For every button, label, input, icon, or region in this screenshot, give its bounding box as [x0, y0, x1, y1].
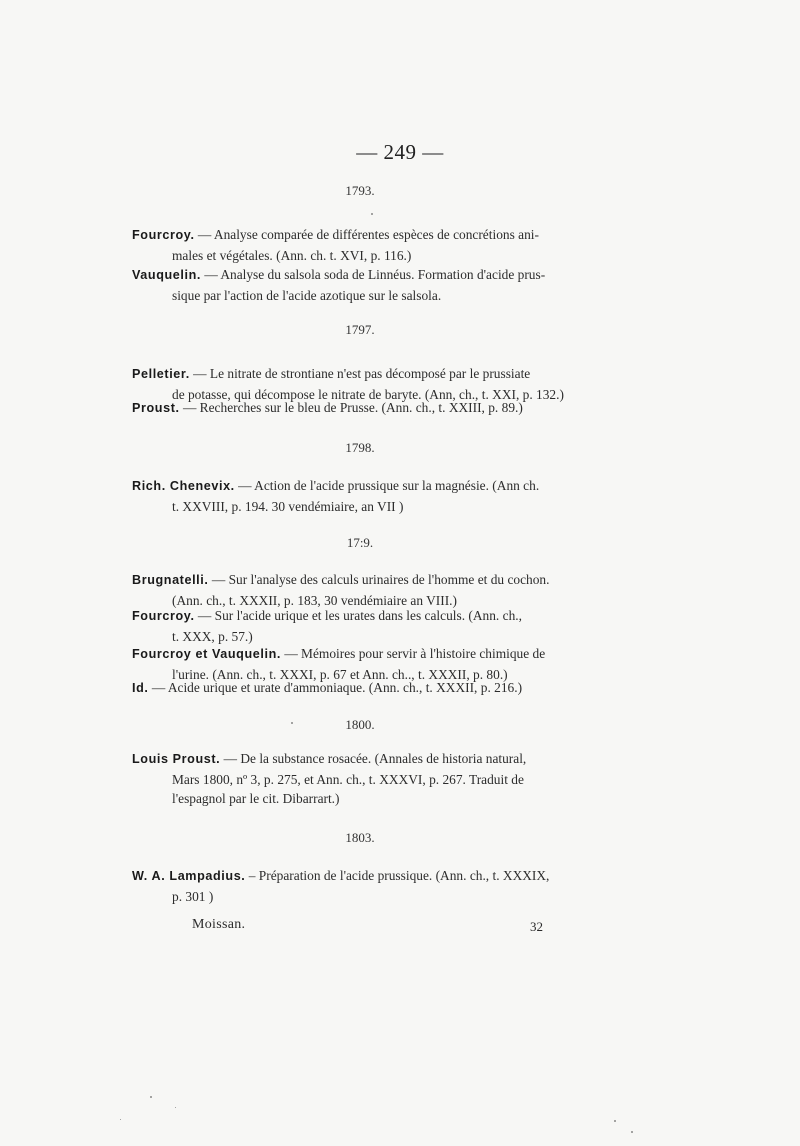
entry-author: Fourcroy. — [132, 228, 195, 242]
bibliography-entry — [132, 398, 587, 419]
bibliography-entry — [132, 570, 587, 610]
entry-continuation: (Ann. ch., t. XXXII, p. 183, 30 vendémiaire an VIII.) — [172, 592, 457, 608]
entry-author: Vauquelin. — [132, 268, 201, 282]
year-heading: 1803. — [345, 830, 375, 845]
entry-author: Fourcroy et Vauquelin. — [132, 647, 281, 661]
entry-continuation: Mars 1800, nº 3, p. 275, et Ann. ch., t. XXXVI, p. 267. Traduit de — [172, 771, 524, 787]
entry-text: — Le nitrate de strontiane n'est pas décomposé par le prussiate — [189, 366, 531, 381]
print-speck — [120, 1119, 121, 1120]
entry-text: — Acide urique et urate d'ammoniaque. (Ann. ch., t. XXXII, p. 216.) — [148, 680, 523, 695]
entry-text: — Mémoires pour servir à l'histoire chimique de — [280, 646, 546, 661]
entry-author: Rich. Chenevix. — [132, 479, 235, 493]
entry-author: Louis Proust. — [132, 752, 221, 766]
entry-continuation: t. XXX, p. 57.) — [172, 628, 253, 644]
entry-text: — Analyse comparée de différentes espèces de concrétions ani- — [194, 227, 539, 242]
entry-continuation: l'espagnol par le cit. Dibarrart.) — [172, 791, 340, 806]
print-speck — [371, 213, 373, 215]
bibliography-entry — [132, 225, 587, 265]
entry-continuation: de potasse, qui décompose le nitrate de baryte. (Ann, ch., t. XXI, p. 132.) — [172, 386, 564, 402]
bibliography-entry — [132, 265, 587, 305]
entry-text: — De la substance rosacée. (Annales de historia natural, — [220, 751, 527, 766]
entry-continuation: males et végétales. (Ann. ch. t. XVI, p. 116.) — [172, 247, 412, 263]
footer-sheet-number: 32 — [530, 919, 543, 934]
entry-continuation: t. XXVIII, p. 194. 30 vendémiaire, an VII ) — [172, 498, 404, 514]
entry-continuation: p. 301 ) — [172, 888, 214, 904]
print-speck — [150, 1096, 152, 1098]
entry-continuation: l'urine. (Ann. ch., t. XXXI, p. 67 et Ann. ch.., t. XXXII, p. 80.) — [172, 666, 508, 682]
print-speck — [291, 722, 293, 724]
print-speck — [631, 1131, 633, 1133]
bibliography-entry — [132, 749, 587, 809]
footer-author: Moissan. — [192, 917, 246, 932]
entry-text: — Analyse du salsola soda de Linnéus. Formation d'acide prus- — [200, 267, 546, 282]
print-speck — [614, 1120, 616, 1122]
print-speck — [175, 1107, 176, 1108]
entry-continuation: sique par l'action de l'acide azotique sur le salsola. — [172, 287, 442, 303]
year-heading: 1797. — [345, 322, 375, 337]
entry-text: — Action de l'acide prussique sur la magnésie. (Ann ch. — [234, 478, 540, 493]
entry-text: — Sur l'acide urique et les urates dans les calculs. (Ann. ch., — [194, 608, 522, 623]
bibliography-entry — [132, 866, 587, 906]
entry-author: Brugnatelli. — [132, 573, 209, 587]
entry-text: – Préparation de l'acide prussique. (Ann. ch., t. XXXIX, — [245, 868, 550, 883]
year-heading: 1793. — [345, 183, 375, 198]
entry-text: — Recherches sur le bleu de Prusse. (Ann. ch., t. XXIII, p. 89.) — [179, 400, 523, 415]
bibliography-entry — [132, 476, 587, 516]
entry-author: Proust. — [132, 401, 180, 415]
page-number: — 249 — — [356, 140, 444, 164]
year-heading: 17:9. — [346, 535, 374, 550]
bibliography-entry — [132, 606, 587, 646]
entry-text: — Sur l'analyse des calculs urinaires de l'homme et du cochon. — [208, 572, 550, 587]
year-heading: 1800. — [345, 717, 375, 732]
year-heading: 1798. — [345, 440, 375, 455]
entry-author: Pelletier. — [132, 367, 190, 381]
entry-author: W. A. Lampadius. — [132, 869, 246, 883]
entry-author: Id. — [132, 681, 149, 695]
entry-author: Fourcroy. — [132, 609, 195, 623]
bibliography-entry — [132, 678, 587, 699]
